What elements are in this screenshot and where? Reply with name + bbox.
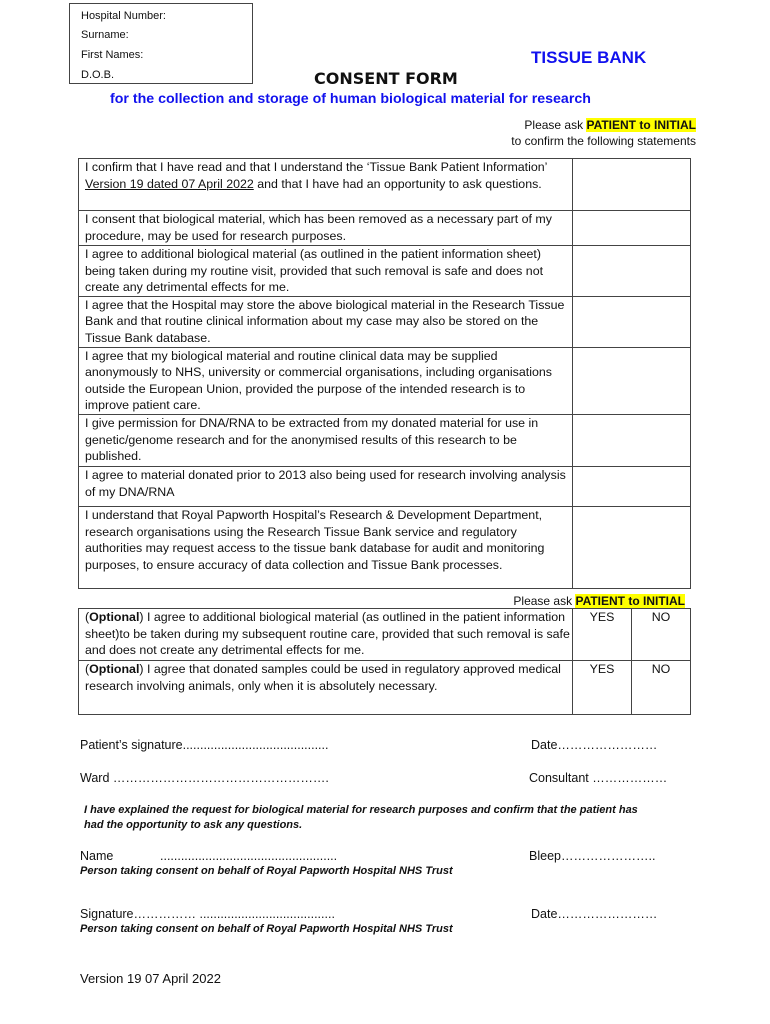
statement-row xyxy=(79,506,691,588)
statement-text: I agree that the Hospital may store the above biological material in the Research Tissue Bank and that routine clinical information about my case may also be stored on the Tissue Bank database. xyxy=(79,296,573,347)
ask-prefix: Please ask xyxy=(513,594,573,608)
version-footer: Version 19 07 April 2022 xyxy=(80,971,221,986)
clinician-statement: I have explained the request for biological material for research purposes and confirm that the patient has had the opportunity to ask any questions. xyxy=(84,804,638,831)
page-title: CONSENT FORM xyxy=(314,69,458,88)
initial-box[interactable] xyxy=(573,466,691,506)
initial-box[interactable] xyxy=(573,296,691,347)
patient-id-box xyxy=(69,3,253,84)
patient-signature-field[interactable]: Patient’s signature.......................................... xyxy=(80,738,329,752)
bleep-field[interactable]: Bleep………………….. xyxy=(529,849,656,863)
optional-statement-text: (Optional) I agree to additional biological material (as outlined in the patient information sheet)to be taken during my subsequent routine care, provided that such removal is safe and does not create any detrimental effects for me. xyxy=(79,609,573,661)
statement-row xyxy=(79,347,691,414)
hospital-number-label: Hospital Number: xyxy=(81,10,166,22)
first-names-label: First Names: xyxy=(81,49,144,61)
statement-text: I consent that biological material, which has been removed as a necessary part of my procedure, may be used for research purposes. xyxy=(79,211,573,246)
statement-row xyxy=(79,296,691,347)
name-label: Name xyxy=(80,849,114,863)
confirm-instruction: to confirm the following statements xyxy=(511,134,696,148)
optional-initial-instruction xyxy=(513,594,685,608)
statement-row xyxy=(79,466,691,506)
statement-row xyxy=(79,414,691,466)
optional-row xyxy=(79,609,691,661)
no-box[interactable]: NO xyxy=(632,661,691,715)
surname-label: Surname: xyxy=(81,29,129,41)
ask-prefix: Please ask xyxy=(524,118,584,132)
person-taking-consent-caption: Person taking consent on behalf of Royal Papworth Hospital NHS Trust xyxy=(80,923,453,935)
tissue-bank-heading: TISSUE BANK xyxy=(531,48,647,67)
statement-text: I agree to additional biological material (as outlined in the patient information sheet) being taken during my routine visit, provided that such removal is safe and does not create any detrimental effects for me. xyxy=(79,246,573,297)
statement-row xyxy=(79,246,691,297)
no-box[interactable]: NO xyxy=(632,609,691,661)
initial-box[interactable] xyxy=(573,159,691,211)
statement-row xyxy=(79,159,691,211)
initial-instruction xyxy=(524,118,696,132)
dob-label: D.O.B. xyxy=(81,69,115,81)
statement-text: I understand that Royal Papworth Hospital’s Research & Development Department, research organisations using the Research Tissue Bank service and regulatory authorities may request access to the tissue bank database for audit and monitoring purposes, to ensure accuracy of data collection and Tissue Bank processes. xyxy=(79,506,573,588)
optional-statements-table xyxy=(78,608,691,715)
optional-statement-text: (Optional) I agree that donated samples could be used in regulatory approved medical research involving animals, only when it is absolutely necessary. xyxy=(79,661,573,715)
yes-box[interactable]: YES xyxy=(573,609,632,661)
ask-highlight: PATIENT to INITIAL xyxy=(586,118,696,132)
initial-box[interactable] xyxy=(573,347,691,414)
person-taking-consent-caption: Person taking consent on behalf of Royal Papworth Hospital NHS Trust xyxy=(80,865,453,877)
initial-box[interactable] xyxy=(573,211,691,246)
statement-text: I give permission for DNA/RNA to be extracted from my donated material for use in genetic/genome research and for the anonymised results of this research to be published. xyxy=(79,414,573,466)
ward-field[interactable]: Ward ……………………………………………. xyxy=(80,771,329,785)
statement-text: I agree to material donated prior to 2013 also being used for research involving analysis of my DNA/RNA xyxy=(79,466,573,506)
statement-text: I agree that my biological material and routine clinical data may be supplied anonymously to NHS, university or commercial organisations, including organisations outside the European Union, provided the purpose of the intended research is to improve patient care. xyxy=(79,347,573,414)
signature-field[interactable]: Signature…………… ....................................... xyxy=(80,907,335,921)
initial-box[interactable] xyxy=(573,246,691,297)
statement-row xyxy=(79,211,691,246)
page-subtitle: for the collection and storage of human biological material for research xyxy=(110,91,591,107)
initial-box[interactable] xyxy=(573,414,691,466)
ask-highlight: PATIENT to INITIAL xyxy=(575,594,685,608)
optional-row xyxy=(79,661,691,715)
date-field[interactable]: Date…………………… xyxy=(531,738,658,752)
yes-box[interactable]: YES xyxy=(573,661,632,715)
consent-statements-table xyxy=(78,158,691,589)
date-field[interactable]: Date…………………… xyxy=(531,907,658,921)
initial-box[interactable] xyxy=(573,506,691,588)
consultant-field[interactable]: Consultant ……………… xyxy=(529,771,668,785)
statement-text: I confirm that I have read and that I understand the ‘Tissue Bank Patient Information’ Version 19 dated 07 April 2022 and that I have had an opportunity to ask questions. xyxy=(79,159,573,211)
name-field[interactable]: ................................................... xyxy=(160,849,338,863)
